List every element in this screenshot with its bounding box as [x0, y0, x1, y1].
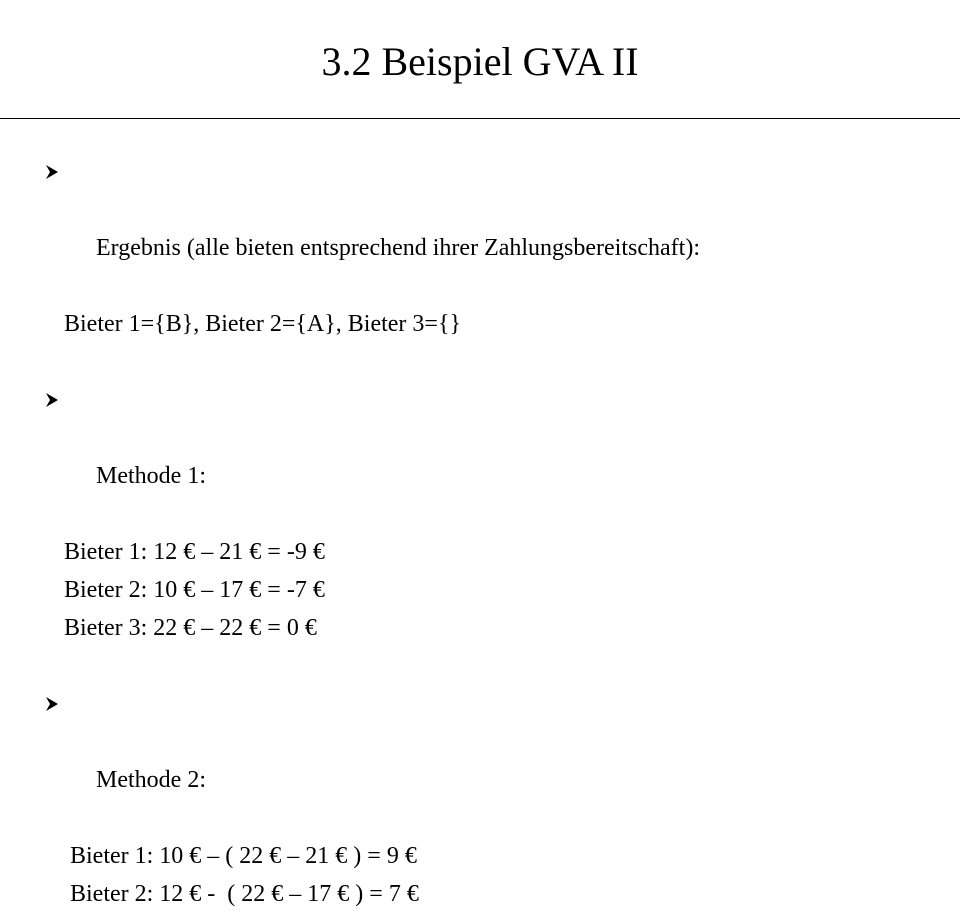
methode-1-line-2: Bieter 2: 10 € – 17 € = -7 € [64, 577, 325, 603]
bullet-heading: Methode 2: [96, 767, 206, 793]
bullet-heading: Ergebnis (alle bieten entsprechend ihrer Zahlungsbereitschaft): [96, 235, 700, 261]
bullet-methode-1 [44, 381, 924, 533]
arrowhead-bullet-icon [44, 696, 60, 712]
methode-1-line-1: Bieter 1: 12 € – 21 € = -9 € [64, 539, 325, 565]
arrowhead-bullet-icon [44, 164, 60, 180]
arrowhead-bullet-icon [44, 392, 60, 408]
slide-title: 3.2 Beispiel GVA II [321, 39, 639, 84]
title-divider [0, 118, 960, 119]
bullet-heading: Methode 1: [96, 463, 206, 489]
spacer [44, 647, 924, 685]
spacer [44, 343, 924, 381]
section-methode-2 [44, 685, 924, 913]
bullet-ergebnis [44, 153, 924, 305]
methode-1-line-3: Bieter 3: 22 € – 22 € = 0 € [64, 615, 317, 641]
bullet-methode-2 [44, 685, 924, 837]
section-ergebnis [44, 153, 924, 343]
ergebnis-line-1: Bieter 1={B}, Bieter 2={A}, Bieter 3={} [64, 311, 461, 337]
methode-2-line-2: Bieter 2: 12 € - ( 22 € – 17 € ) = 7 € [70, 881, 419, 907]
methode-2-line-1: Bieter 1: 10 € – ( 22 € – 21 € ) = 9 € [70, 843, 417, 869]
section-methode-1 [44, 381, 924, 647]
slide-content [44, 153, 924, 913]
